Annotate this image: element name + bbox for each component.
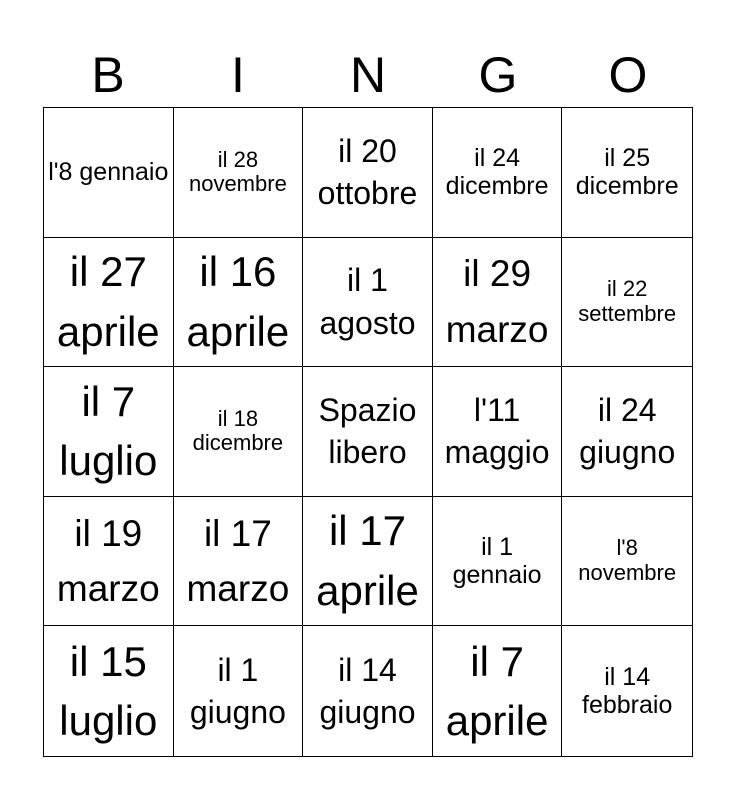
bingo-board [43,107,693,757]
bingo-cell-r1-c3[interactable] [303,108,433,238]
cell-label: il 14 febbraio [582,663,673,720]
bingo-cell-r5-c5[interactable] [562,626,692,756]
cell-label: il 1 giugno [189,651,286,731]
cell-label: il 29 marzo [445,253,549,350]
cell-label: il 27 aprile [56,248,160,355]
bingo-cell-r2-c5[interactable] [562,238,692,368]
bingo-cell-r2-c3[interactable] [303,238,433,368]
bingo-cell-r4-c4[interactable] [433,497,563,627]
cell-label: il 20 ottobre [317,132,418,212]
bingo-cell-r4-c5[interactable] [562,497,692,627]
cell-label: il 24 dicembre [445,144,549,201]
bingo-cell-r5-c3[interactable] [303,626,433,756]
bingo-cell-r2-c4[interactable] [433,238,563,368]
cell-label: il 25 dicembre [575,144,679,201]
bingo-cell-r5-c1[interactable] [44,626,174,756]
bingo-cell-r1-c2[interactable] [174,108,304,238]
bingo-cell-r2-c2[interactable] [174,238,304,368]
bingo-cell-r2-c1[interactable] [44,238,174,368]
bingo-cell-r1-c1[interactable] [44,108,174,238]
cell-label: l'11 maggio [444,391,550,471]
cell-label: il 28 novembre [188,146,287,197]
header-letter-b: B [91,47,125,103]
bingo-cell-r4-c1[interactable] [44,497,174,627]
cell-label: il 7 luglio [59,377,158,485]
bingo-cell-r3-c1[interactable] [44,367,174,497]
bingo-cell-free-space[interactable] [303,367,433,497]
cell-label: il 19 marzo [56,512,160,610]
bingo-cell-r3-c2[interactable] [174,367,304,497]
bingo-cell-r5-c4[interactable] [433,626,563,756]
cell-label: il 18 dicembre [192,405,284,456]
bingo-cell-r3-c4[interactable] [433,367,563,497]
cell-label: il 1 agosto [319,262,416,341]
cell-label: il 22 settembre [578,276,677,326]
cell-label: il 1 gennaio [452,533,542,590]
cell-label: l'8 novembre [578,535,677,586]
header-letter-n: N [349,47,387,103]
cell-label: l'8 gennaio [48,158,169,187]
free-space-label: Spazio libero [318,391,417,471]
header-letter-o: O [608,47,648,103]
cell-label: il 24 giugno [579,391,676,471]
cell-label: il 14 giugno [319,651,416,731]
bingo-cell-r3-c5[interactable] [562,367,692,497]
bingo-header [43,42,693,108]
cell-label: il 17 marzo [186,512,290,610]
bingo-cell-r5-c2[interactable] [174,626,304,756]
cell-label: il 7 aprile [445,637,549,745]
bingo-cell-r4-c3[interactable] [303,497,433,627]
cell-label: il 15 luglio [59,637,158,745]
bingo-cell-r4-c2[interactable] [174,497,304,627]
bingo-cell-r1-c5[interactable] [562,108,692,238]
cell-label: il 16 aprile [186,248,290,355]
bingo-cell-r1-c4[interactable] [433,108,563,238]
header-letter-i: I [231,47,245,103]
header-letter-g: G [478,47,518,103]
cell-label: il 17 aprile [316,507,419,615]
